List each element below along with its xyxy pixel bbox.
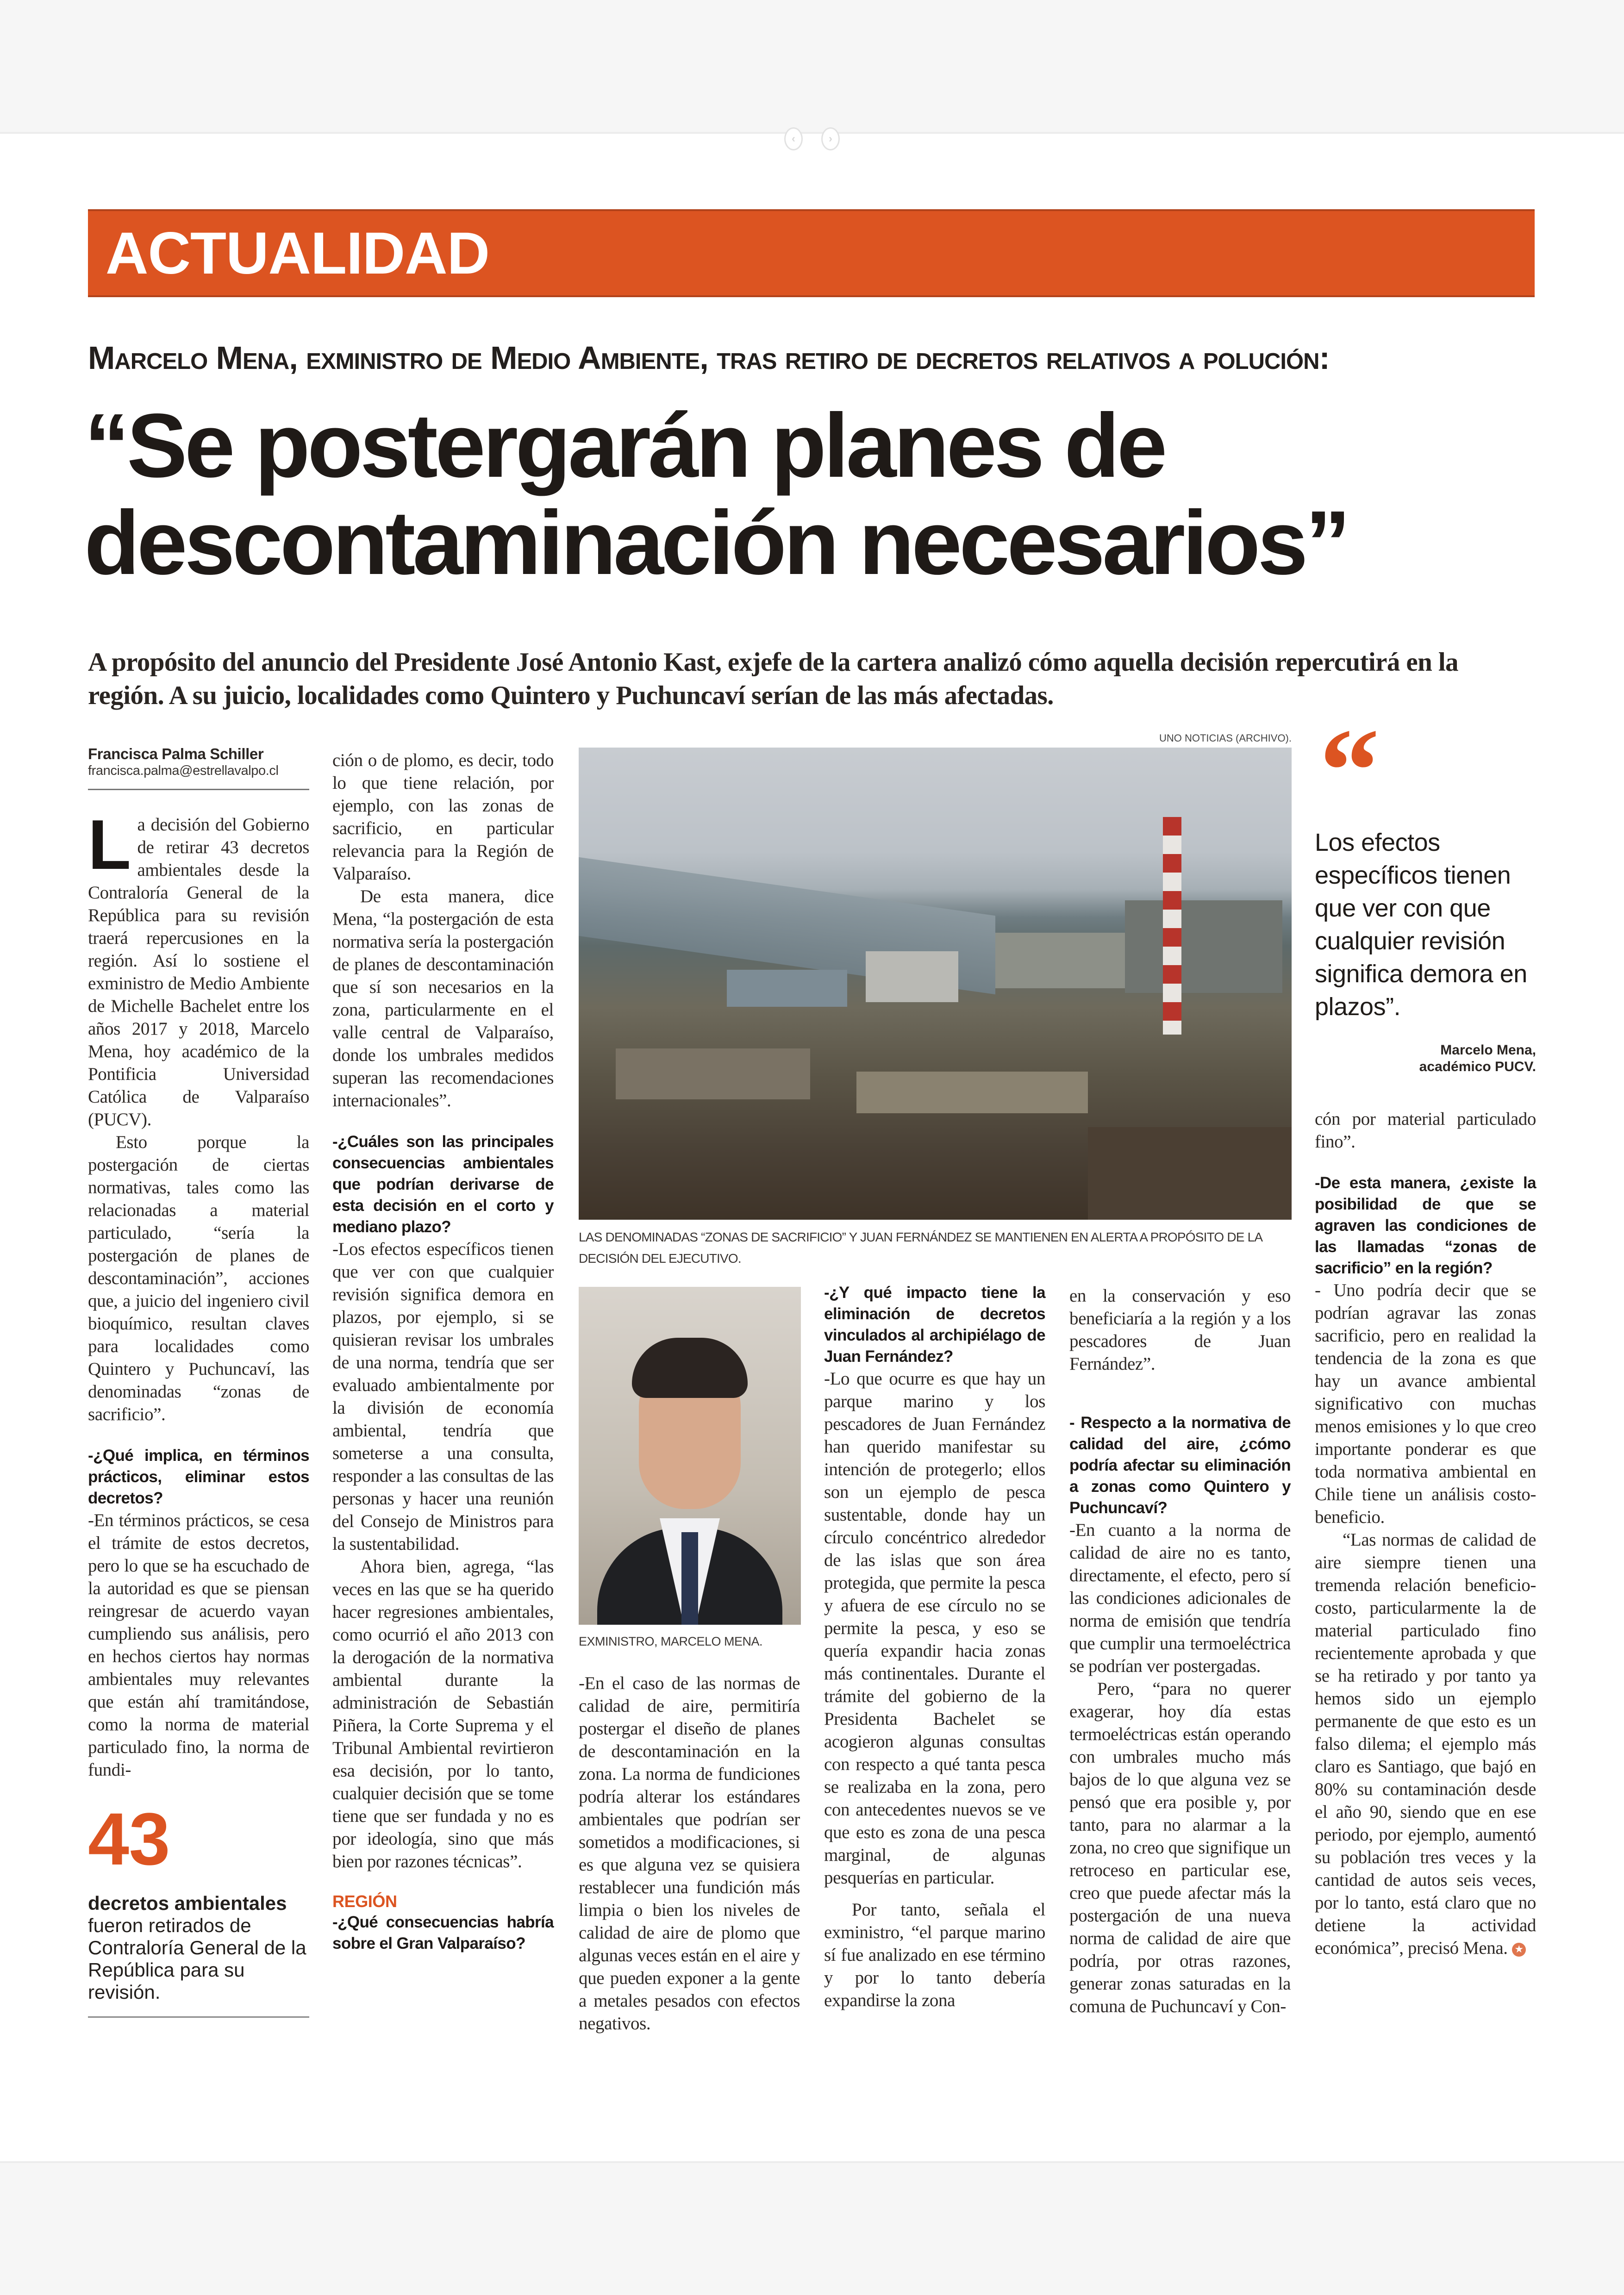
paragraph: ción o de plomo, es decir, todo lo que tiene relación, por ejemplo, con las zonas de sacrificio, en particular relevancia para la Región de Valparaíso. xyxy=(332,750,554,884)
pull-quote: Los efectos específicos tienen que ver con que cualquier revisión significa demora en plazos”. xyxy=(1315,829,1527,1021)
headline: “Se postergarán planes de descontaminación necesarios” xyxy=(84,395,1348,593)
pull-quote-attribution xyxy=(1315,1042,1536,1075)
side-column xyxy=(1315,704,1536,1959)
previous-page-icon[interactable]: ‹ xyxy=(784,127,803,150)
paragraph: Pero, “para no querer exagerar, hoy día estas termoeléctricas están operando con umbrales mucho más bajos de lo que alguna vez se pensó que era posible y, por tanto, para no alarmar a la zona, no creo que signifique un retroceso en particular ese, creo que puede afectar más la postergación de una nueva norma de calidad de aire que podría, por otras razones, generar zonas saturadas en la comuna de Puchuncaví y Con- xyxy=(1069,1679,1291,2016)
quote-mark-icon: “ xyxy=(1319,704,1380,837)
paragraph: Por tanto, señala el exministro, “el parque marino sí fue analizado en ese término y por lo tanto debería expandirse la zona xyxy=(824,1900,1045,2010)
portrait-caption: EXMINISTRO, MARCELO MENA. xyxy=(579,1634,763,1648)
answer: -Los efectos específicos tienen que ver con que cualquier revisión significa demora en plazos, por ejemplo, si se quisieran revisar los umbrales de una norma, tendría que ser evaluado ambientalmente por la división de economía ambiental, tendría que someterse a una consulta, responder a las consultas de las personas y hacer una reunión del Consejo de Ministros para la sustentabilidad. xyxy=(332,1239,554,1554)
drop-cap: L xyxy=(88,805,131,884)
question: -¿Qué implica, en términos prácticos, eliminar estos decretos? xyxy=(88,1447,309,1507)
column-1 xyxy=(88,745,309,2018)
section-title: ACTUALIDAD xyxy=(106,220,489,287)
stat-label-bold: decretos ambientales xyxy=(88,1892,287,1914)
paragraph: Esto porque la postergación de ciertas normativas, tales como las relacionadas a material particulado, “sería la postergación de planes de descontaminación”, acciones que, a juicio del ingeniero civil bioquímico, resultan claves para localidades como Quintero y Puchuncaví, las denominadas “zonas de sacrificio”. xyxy=(88,1132,309,1424)
column-6 xyxy=(1315,1108,1536,1959)
column-2 xyxy=(332,749,554,1954)
photo-houses xyxy=(856,1072,1088,1113)
stat-label-text: fueron retirados de Contraloría General de la República para su revisión. xyxy=(88,1915,306,2003)
divider xyxy=(88,789,309,790)
byline-name: Francisca Palma Schiller xyxy=(88,745,264,762)
paragraph: cón por material particulado fino”. xyxy=(1315,1109,1536,1152)
photo-building xyxy=(995,933,1134,988)
question: -¿Y qué impacto tiene la eliminación de decretos vinculados al archipiélago de Juan Fernández? xyxy=(824,1284,1045,1366)
paragraph: Ahora bien, agrega, “las veces en las que se ha querido hacer regresiones ambientales, como ocurrió el año 2013 con la derogación de la normativa ambiental durante la administración de Sebastián Piñera, la Corte Suprema y el Tribunal Ambiental revirtieron esa decisión, por lo tanto, cualquier decisión que se tome tiene que ser fundada y no es por ideología, sino que más bien por razones técnicas”. xyxy=(332,1557,554,1871)
column-4 xyxy=(824,1282,1045,2012)
question: -¿Qué consecuencias habría sobre el Gran Valparaíso? xyxy=(332,1913,554,1952)
kicker: Marcelo Mena, exministro de Medio Ambiente, tras retiro de decretos relativos a polución: xyxy=(88,340,1330,376)
portrait-photo xyxy=(579,1287,801,1625)
answer: -En términos prácticos, se cesa el trámite de estos decretos, pero lo que se ha escuchado de la autoridad es que se piensan reingresar de acuerdo vayan cumpliendo sus análisis, pero en hechos ciertos hay normas ambientales muy relevantes que están ahí tramitándose, como la norma de material particulado fino, la norma de fundi- xyxy=(88,1510,309,1780)
paragraph: “Las normas de calidad de aire siempre tienen una tremenda relación beneficio-costo, particularmente la de material particulado fino recientemente aprobada y que se ha retirado y por tanto ya hemos sido un ejemplo permanente de que esto es un falso dilema; el ejemplo más claro es Santiago, que bajó en 80% su contaminación desde el año 90, siendo que en ese periodo, por ejemplo, aumentó su población tres veces y la cantidad de autos seis veces, por lo tanto, está claro que no detiene la actividad económica”, precisó Mena. xyxy=(1315,1530,1536,1958)
deck: A propósito del anuncio del Presidente José Antonio Kast, exjefe de la cartera analizó cómo aquella decisión repercutirá en la región. A su juicio, localidades como Quintero y Puchuncaví serían de las más afectadas. xyxy=(88,648,1458,710)
pull-quote-role: académico PUCV. xyxy=(1419,1059,1536,1074)
question: - Respecto a la normativa de calidad del aire, ¿cómo podría afectar su eliminación a zonas como Quintero y Puchuncaví? xyxy=(1069,1414,1291,1517)
pull-quote-author: Marcelo Mena, xyxy=(1440,1042,1536,1058)
photo-credit: UNO NOTICIAS (ARCHIVO). xyxy=(1159,732,1292,744)
paragraph: en la conservación y eso beneficiaría a la región y a los pescadores de Juan Fernández”. xyxy=(1069,1286,1291,1374)
question: -De esta manera, ¿existe la posibilidad de que se agraven las condiciones de las llamadas “zonas de sacrificio” en la región? xyxy=(1315,1174,1536,1277)
paragraph: De esta manera, dice Mena, “la postergación de esta normativa sería la postergación de planes de descontaminación que sí son necesarios en la zona, particularmente en el valle central de Valparaíso, donde los umbrales medidos superan las recomendaciones internacionales”. xyxy=(332,886,554,1110)
next-page-icon[interactable]: › xyxy=(821,127,840,150)
paragraph: a decisión del Gobierno de retirar 43 decretos ambientales desde la Contraloría General de la República para su revisión traerá repercusiones en la región. Así lo sostiene el exministro de Medio Ambiente de Michelle Bachelet entre los años 2017 y 2018, Marcelo Mena, hoy académico de la Pontificia Universidad Católica de Valparaíso (PUCV). xyxy=(88,815,309,1129)
photo-caption: LAS DENOMINADAS “ZONAS DE SACRIFICIO” Y JUAN FERNÁNDEZ SE MANTIENEN EN ALERTA A PROPÓSITO DE LA DECISIÓN DEL EJECUTIVO. xyxy=(579,1230,1262,1266)
byline-email[interactable]: francisca.palma@estrellavalpo.cl xyxy=(88,763,279,778)
answer: -Lo que ocurre es que hay un parque marino y los pescadores de Juan Fernández han querido manifestar su intención de protegerlo; ellos son un ejemplo de pesca sustentable, donde hay un círculo concéntrico alrededor de las islas que son área protegida, que permite la pesca y afuera de ese círculo no se permite la pesca, y eso se quería expandir hacia zonas más continentales. Durante el trámite del gobierno de la Presidenta Bachelet se acogieron algunas consultas con respecto a qué tanta pesca se realizaba en la zona, pero con antecedentes nuevos se ve que esto es zona de una pesca marginal, de algunas pesquerías en particular. xyxy=(824,1369,1045,1888)
photo-chimney xyxy=(1163,817,1181,1035)
photo-houses xyxy=(616,1048,810,1099)
photo-building xyxy=(1125,900,1282,993)
section-banner xyxy=(88,209,1535,297)
answer: -En el caso de las normas de calidad de aire, permitiría postergar el diseño de planes de descontaminación en la zona. La norma de fundiciones podría alterar los estándares ambientales que podrían ser sometidos a modificaciones, si es que alguna vez se quisiera restablecer una fundición más limpia o bien los niveles de calidad de aire de plomo que algunas veces están en el aire y que pueden exponer a la gente a metales pesados con efectos negativos. xyxy=(579,1673,800,2033)
stat-label xyxy=(88,1892,309,2018)
answer: -En cuanto a la norma de calidad de aire no es tanto, directamente, el efecto, pero sí las condiciones adicionales de norma de emisión que tendría que cumplir una termoeléctrica se podrían ver postergadas. xyxy=(1069,1520,1291,1676)
end-of-article-icon: ★ xyxy=(1512,1943,1526,1957)
photo-building xyxy=(727,970,847,1007)
column-5 xyxy=(1069,1285,1291,2018)
photo-road xyxy=(1088,1127,1292,1220)
question: -¿Cuáles son las principales consecuencias ambientales que podrían derivarse de esta decisión en el corto y mediano plazo? xyxy=(332,1133,554,1236)
subhead-region: REGIÓN xyxy=(332,1892,397,1911)
industrial-zone-photo xyxy=(579,748,1292,1220)
stat-number: 43 xyxy=(88,1797,170,1880)
column-3 xyxy=(579,1672,800,2035)
portrait-hair xyxy=(632,1338,748,1398)
portrait-tie xyxy=(681,1532,698,1625)
answer: - Uno podría decir que se podrían agravar las zonas sacrificio, pero en realidad la tendencia de la zona es que hay un avance ambiental significativo con muchas menos emisiones y lo que creo importante ponderar es que toda normativa ambiental en Chile tiene un análisis costo-beneficio. xyxy=(1315,1280,1536,1527)
photo-building xyxy=(866,951,958,1002)
